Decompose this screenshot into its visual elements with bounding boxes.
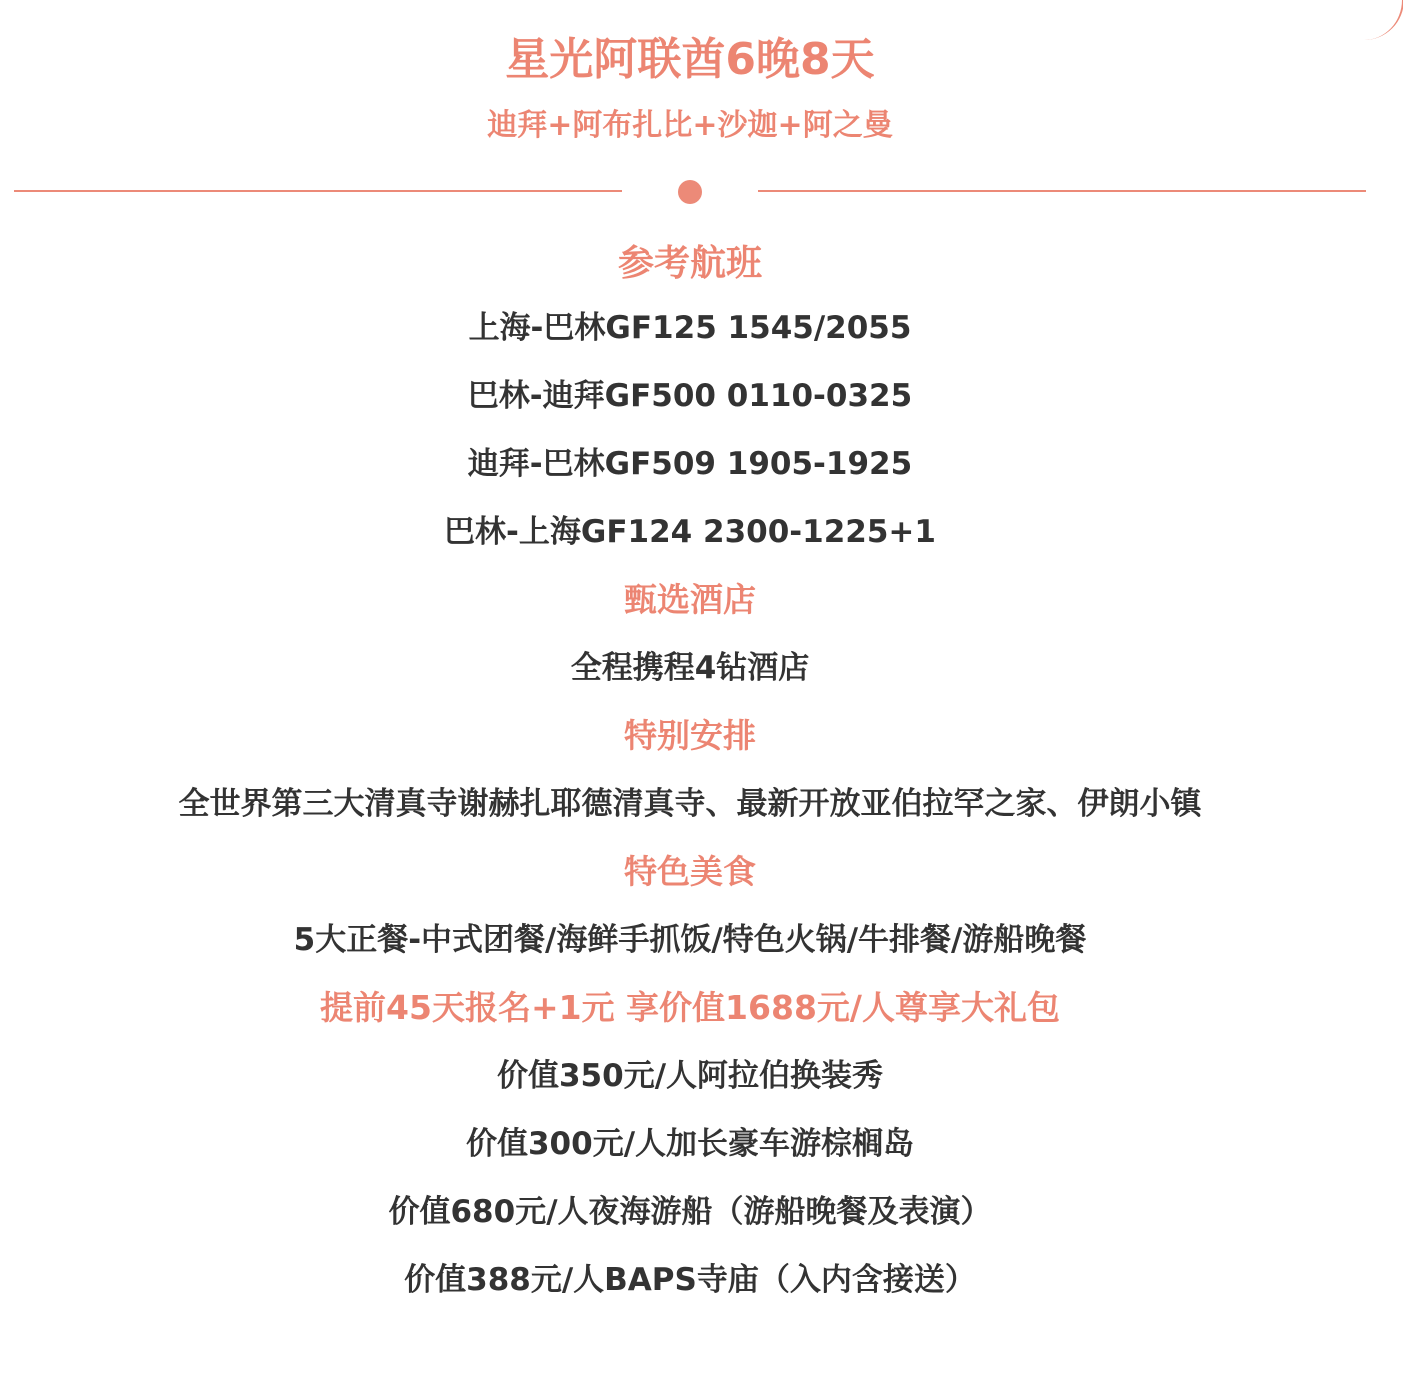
- gift-item: 价值350元/人阿拉伯换装秀: [496, 1058, 884, 1094]
- divider-line-left: [14, 190, 622, 192]
- divider-line-right: [758, 190, 1366, 192]
- gift-item: 价值300元/人加长豪车游棕榈岛: [465, 1126, 915, 1162]
- divider-dot: [678, 180, 702, 204]
- special-heading: 特别安排: [624, 716, 756, 755]
- flight-item: 上海-巴林GF125 1545/2055: [468, 310, 912, 346]
- page-title: 星光阿联酋6晚8天: [505, 34, 875, 85]
- special-text: 全世界第三大清真寺谢赫扎耶德清真寺、最新开放亚伯拉罕之家、伊朗小镇: [178, 786, 1202, 822]
- food-text: 5大正餐-中式团餐/海鲜手抓饭/特色火锅/牛排餐/游船晚餐: [293, 922, 1087, 958]
- food-heading: 特色美食: [624, 852, 756, 891]
- page-subtitle: 迪拜+阿布扎比+沙迦+阿之曼: [487, 108, 893, 143]
- gift-item: 价值388元/人BAPS寺庙（入内含接送）: [404, 1262, 976, 1298]
- flight-item: 巴林-上海GF124 2300-1225+1: [444, 514, 936, 550]
- flight-item: 迪拜-巴林GF509 1905-1925: [467, 446, 913, 482]
- gift-item: 价值680元/人夜海游船（游船晚餐及表演）: [388, 1194, 992, 1230]
- hotel-text: 全程携程4钻酒店: [570, 650, 810, 686]
- flights-heading: 参考航班: [617, 243, 762, 284]
- flight-item: 巴林-迪拜GF500 0110-0325: [467, 378, 913, 414]
- hotel-heading: 甄选酒店: [624, 580, 756, 619]
- gift-heading: 提前45天报名+1元 享价值1688元/人尊享大礼包: [320, 988, 1060, 1027]
